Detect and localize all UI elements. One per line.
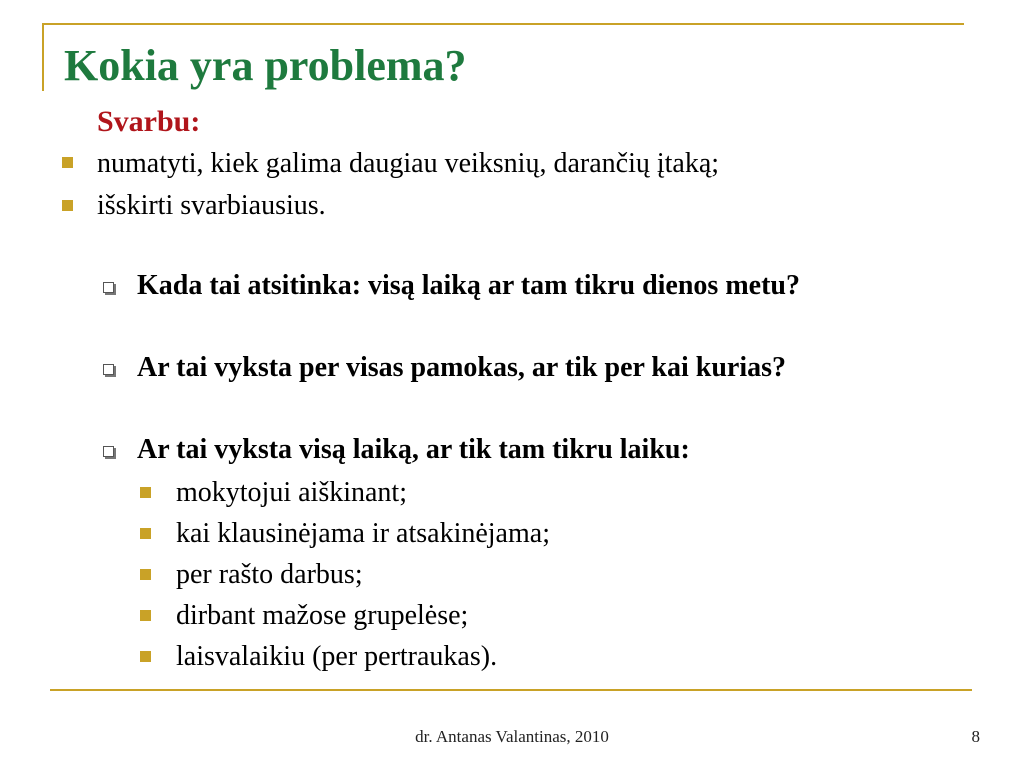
- square-bullet-icon: [140, 569, 151, 580]
- square-bullet-icon: [140, 528, 151, 539]
- checkbox-bullet-icon: [103, 282, 114, 293]
- bottom-rule: [50, 689, 972, 691]
- square-bullet-icon: [140, 651, 151, 662]
- square-bullet-icon: [140, 487, 151, 498]
- sub-list-item: laisvalaikiu (per pertraukas).: [176, 641, 498, 672]
- sub-list-item: per rašto darbus;: [176, 559, 363, 590]
- sub-list-item: dirbant mažose grupelėse;: [176, 600, 469, 631]
- question-item: Kada tai atsitinka: visą laiką ar tam tikru dienos metu?: [137, 270, 800, 301]
- left-rule: [42, 23, 44, 91]
- question-item: Ar tai vyksta visą laiką, ar tik tam tikru laiku:: [137, 434, 690, 465]
- checkbox-bullet-icon: [103, 446, 114, 457]
- list-item: numatyti, kiek galima daugiau veiksnių, darančių įtaką;: [97, 148, 720, 179]
- sub-list-item: mokytojui aiškinant;: [176, 477, 407, 508]
- top-rule: [42, 23, 964, 25]
- footer-author: dr. Antanas Valantinas, 2010: [415, 727, 609, 746]
- question-item: Ar tai vyksta per visas pamokas, ar tik per kai kurias?: [137, 352, 787, 383]
- checkbox-bullet-icon: [103, 364, 114, 375]
- square-bullet-icon: [62, 200, 73, 211]
- square-bullet-icon: [62, 157, 73, 168]
- square-bullet-icon: [140, 610, 151, 621]
- slide-title: Kokia yra problema?: [64, 41, 467, 90]
- page-number: 8: [971, 727, 980, 746]
- sub-list-item: kai klausinėjama ir atsakinėjama;: [176, 518, 550, 549]
- subheading: Svarbu:: [97, 105, 201, 138]
- list-item: išskirti svarbiausius.: [97, 190, 326, 221]
